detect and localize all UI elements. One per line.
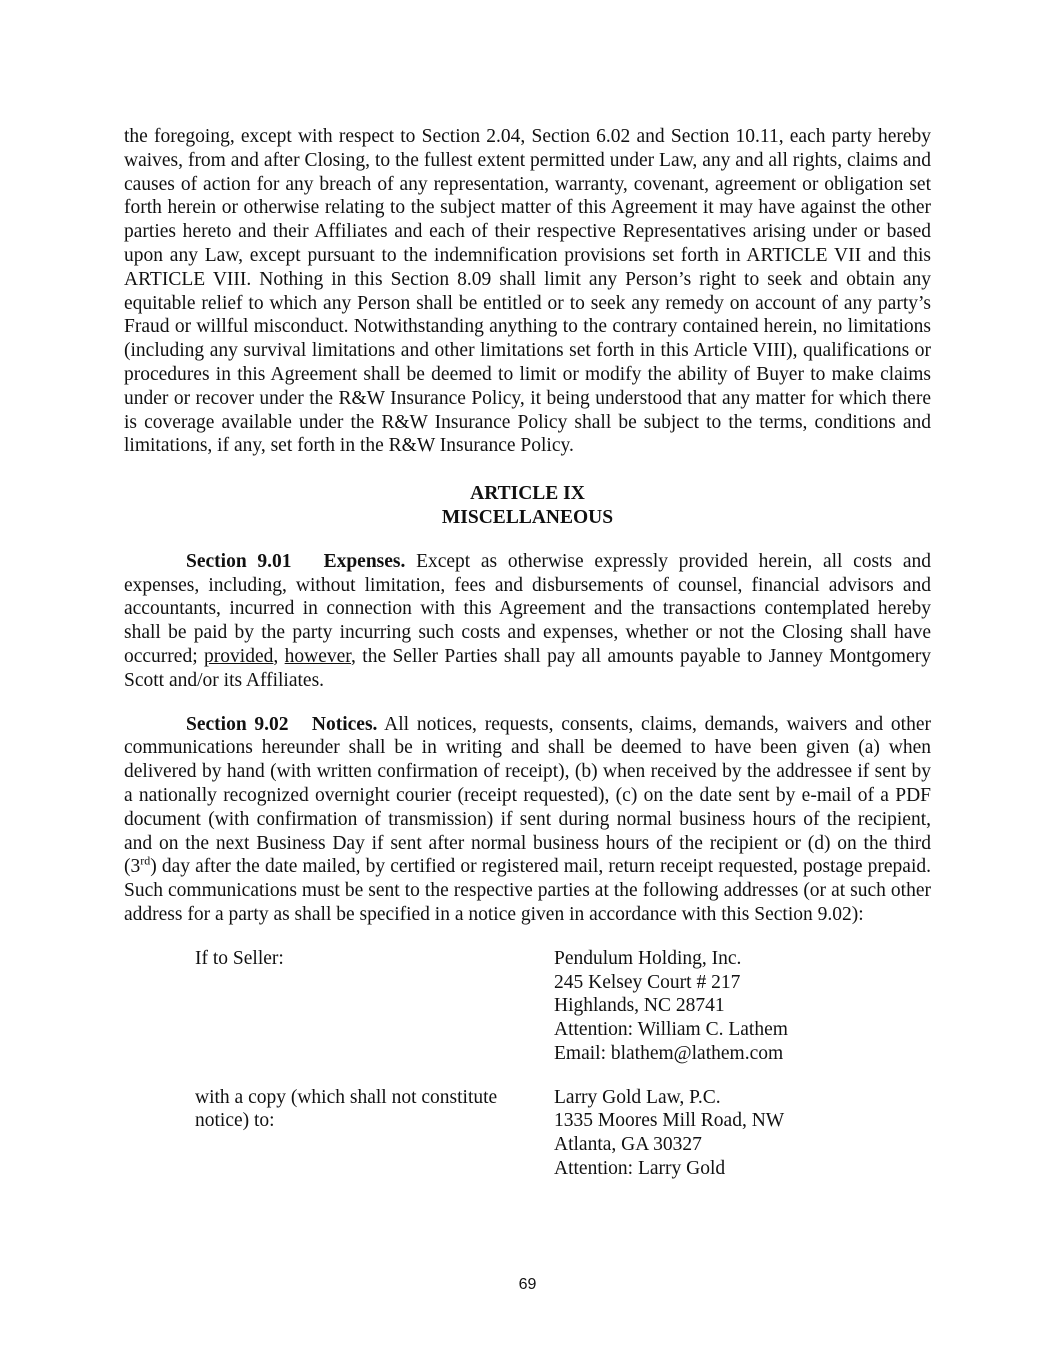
article-title: MISCELLANEOUS — [441, 506, 614, 528]
section-9-02-text-after: ) day after the date mailed, by certified or registered mail, return receipt requested, postage prepaid. Such communications must be sent to the respective parties at the following addresses (or at such other address for a party as shall be specified in a notice given in accordance with this Section 9.02): — [124, 856, 931, 925]
notice-copy-label — [195, 1086, 554, 1181]
provided-term: provided — [204, 645, 274, 667]
notice-seller-row — [195, 947, 931, 1066]
notice-seller-address — [554, 947, 931, 1066]
address-line: Highlands, NC 28741 — [554, 995, 725, 1017]
section-9-02-number: Section 9.02 — [186, 713, 289, 735]
section-9-02-heading: Notices. — [311, 713, 378, 735]
email-line: Email: blathem@lathem.com — [554, 1042, 784, 1064]
address-line: 245 Kelsey Court # 217 — [554, 971, 741, 993]
comma-separator: , — [273, 645, 285, 667]
address-line: Attention: Larry Gold — [554, 1158, 726, 1180]
section-9-02-paragraph — [124, 713, 931, 927]
notice-addresses — [195, 947, 931, 1181]
ordinal-superscript: rd — [140, 853, 151, 868]
notice-copy-label-line2: notice) to: — [195, 1110, 275, 1132]
article-number: ARTICLE IX — [470, 483, 585, 505]
notice-seller-label — [195, 947, 554, 1066]
address-line: Atlanta, GA 30327 — [554, 1134, 702, 1156]
section-9-01-heading: Expenses. — [323, 550, 406, 572]
notice-copy-address — [554, 1086, 931, 1181]
section-9-01-paragraph — [124, 550, 931, 693]
however-term: however — [284, 645, 351, 667]
page-number: 69 — [518, 1276, 537, 1293]
notice-seller-label-text: If to Seller: — [195, 947, 284, 969]
document-page — [124, 125, 931, 1181]
section-9-01-text-after: , the Seller Parties shall pay all amounts payable to Janney Montgomery Scott and/or its Affiliates. — [124, 645, 931, 691]
section-9-01-text-before: Except as otherwise expressly provided herein, all costs and expenses, including, without limitation, fees and disbursements of counsel, financial advisors and accountants, incurred in connection with this Agreement and the transactions contemplated hereby shall be paid by the party incurring such costs and expenses, whether or not the Closing shall have occurred; — [124, 550, 931, 667]
notice-copy-row — [195, 1086, 931, 1181]
address-line: Larry Gold Law, P.C. — [554, 1086, 721, 1108]
notice-copy-label-line1: with a copy (which shall not constitute — [195, 1086, 498, 1108]
section-9-02-text-before: All notices, requests, consents, claims, demands, waivers and other communications hereunder shall be in writing and shall be deemed to have been given (a) when delivered by hand (with written confirmation of receipt), (b) when received by the addressee if sent by a nationally recognized overnight courier (receipt requested), (c) on the date sent by e-mail of a PDF document (with confirmation of transmission) if sent during normal business hours of the recipient, and on the next Business Day if sent after normal business hours of the recipient or (d) on the third (3 — [124, 713, 931, 878]
section-9-01-number: Section 9.01 — [186, 550, 292, 572]
address-line: 1335 Moores Mill Road, NW — [554, 1110, 785, 1132]
address-line: Pendulum Holding, Inc. — [554, 947, 742, 969]
address-line: Attention: William C. Lathem — [554, 1019, 788, 1041]
continuation-paragraph: the foregoing, except with respect to Section 2.04, Section 6.02 and Section 10.11, each party hereby waives, from and after Closing, to the fullest extent permitted under Law, any and all rights, claims and causes of action for any breach of any representation, warranty, covenant, agreement or obligation set forth herein or otherwise relating to the subject matter of this Agreement it may have against the other parties hereto and their Affiliates and each of their respective Representatives arising under or based upon any Law, except pursuant to the indemnification provisions set forth in ARTICLE VII and this ARTICLE VIII. Nothing in this Section 8.09 shall limit any Person’s right to seek and obtain any equitable relief to which any Person shall be entitled or to seek any remedy on account of any party’s Fraud or willful misconduct. Notwithstanding anything to the contrary contained herein, no limitations (including any survival limitations and other limitations set forth in this Article VIII), qualifications or procedures in this Agreement shall be deemed to limit or modify the ability of Buyer to make claims under or recover under the R&W Insurance Policy, it being understood that any matter for which there is coverage available under the R&W Insurance Policy shall be subject to the terms, conditions and limitations, if any, set forth in the R&W Insurance Policy. — [124, 126, 931, 457]
